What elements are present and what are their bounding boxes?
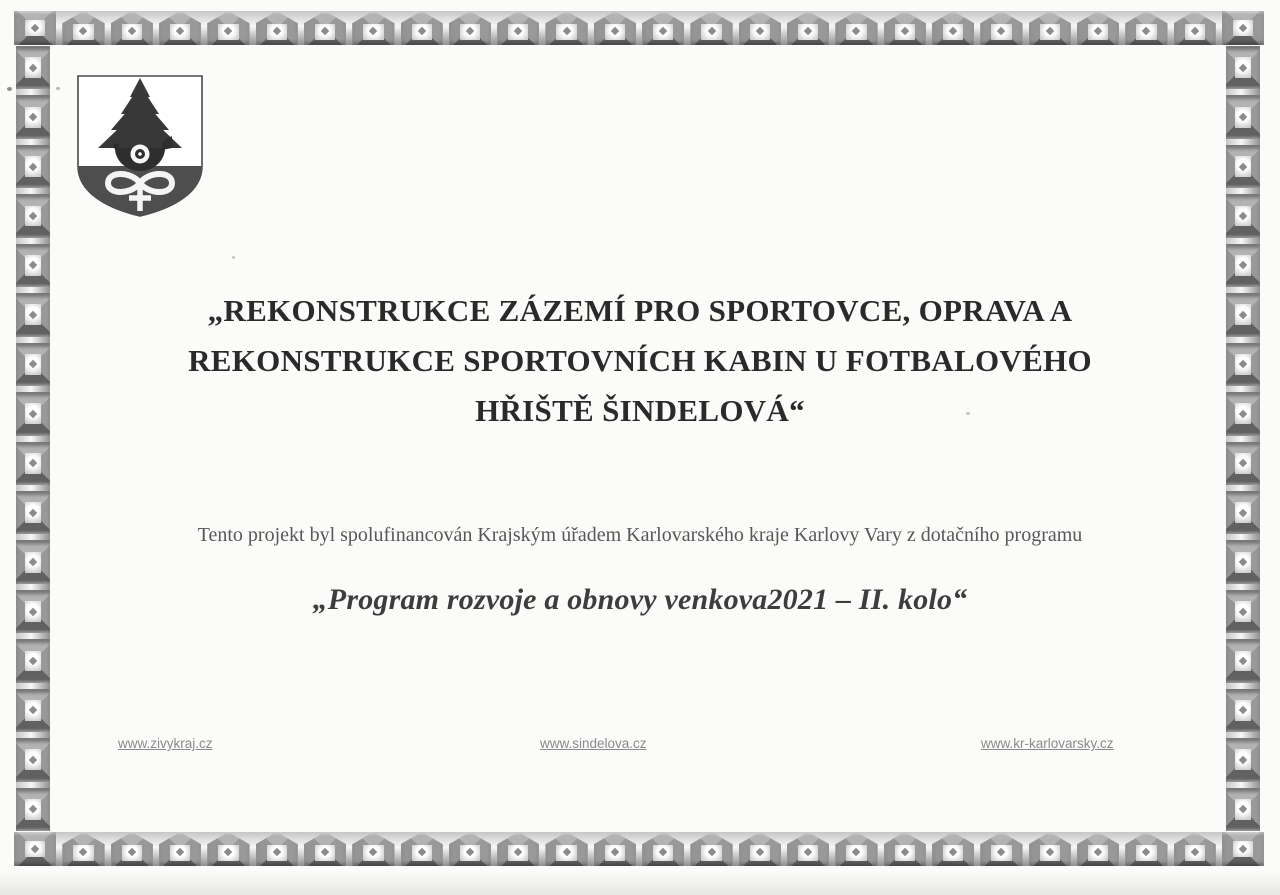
title-line-3: HŘIŠTĚ ŠINDELOVÁ“ bbox=[475, 393, 805, 428]
link-kr-karlovarsky[interactable]: www.kr-karlovarsky.cz bbox=[981, 736, 1114, 751]
border-stud bbox=[16, 689, 50, 732]
border-stud bbox=[304, 832, 346, 866]
border-stud bbox=[1125, 832, 1167, 866]
border-stud bbox=[1226, 244, 1260, 287]
border-stud bbox=[642, 832, 684, 866]
border-stud bbox=[497, 11, 539, 45]
border-stud bbox=[787, 832, 829, 866]
border-stud bbox=[1174, 11, 1216, 45]
border-stud bbox=[16, 639, 50, 682]
border-stud bbox=[1125, 11, 1167, 45]
border-stud bbox=[62, 832, 104, 866]
border-stud bbox=[739, 832, 781, 866]
link-zivykraj[interactable]: www.zivykraj.cz bbox=[118, 736, 213, 751]
border-stud bbox=[401, 11, 443, 45]
sindelova-coat-of-arms-icon bbox=[70, 70, 210, 220]
border-stud bbox=[16, 46, 50, 89]
border-stud bbox=[14, 11, 56, 45]
border-stud bbox=[594, 11, 636, 45]
border-stud bbox=[1174, 832, 1216, 866]
border-stud bbox=[159, 11, 201, 45]
border-stud bbox=[159, 832, 201, 866]
border-stud bbox=[642, 11, 684, 45]
border-stud bbox=[207, 11, 249, 45]
border-stud bbox=[690, 11, 732, 45]
border-stud bbox=[1222, 11, 1264, 45]
border-stud bbox=[1029, 11, 1071, 45]
border-stud bbox=[449, 832, 491, 866]
border-stud bbox=[545, 11, 587, 45]
decorative-border-left bbox=[16, 46, 50, 831]
border-stud bbox=[1077, 11, 1119, 45]
border-stud bbox=[111, 11, 153, 45]
border-stud bbox=[545, 832, 587, 866]
border-stud bbox=[14, 832, 56, 866]
border-stud bbox=[884, 832, 926, 866]
scan-speck bbox=[232, 256, 235, 259]
border-stud bbox=[932, 832, 974, 866]
border-stud bbox=[497, 832, 539, 866]
border-stud bbox=[980, 832, 1022, 866]
decorative-border-right bbox=[1226, 46, 1260, 831]
coat-of-arms-svg bbox=[70, 70, 210, 220]
program-name: „Program rozvoje a obnovy venkova2021 – II. kolo“ bbox=[312, 583, 968, 616]
border-stud bbox=[16, 95, 50, 138]
border-stud bbox=[1226, 788, 1260, 831]
border-stud bbox=[1226, 95, 1260, 138]
title-line-2: REKONSTRUKCE SPORTOVNÍCH KABIN U FOTBALOVÉHO bbox=[188, 343, 1092, 378]
border-stud bbox=[16, 442, 50, 485]
border-stud bbox=[980, 11, 1022, 45]
border-stud bbox=[1226, 46, 1260, 89]
border-stud bbox=[835, 832, 877, 866]
border-stud bbox=[594, 832, 636, 866]
scan-speck bbox=[56, 87, 60, 90]
border-stud bbox=[16, 244, 50, 287]
border-stud bbox=[207, 832, 249, 866]
border-stud bbox=[739, 11, 781, 45]
border-stud bbox=[1226, 639, 1260, 682]
title-line-1: „REKONSTRUKCE ZÁZEMÍ PRO SPORTOVCE, OPRAVA A bbox=[207, 293, 1073, 328]
funding-statement: Tento projekt byl spolufinancován Krajským úřadem Karlovarského kraje Karlovy Vary z dotačního programu bbox=[197, 524, 1083, 546]
border-stud bbox=[16, 145, 50, 188]
border-stud bbox=[835, 11, 877, 45]
border-stud bbox=[1077, 832, 1119, 866]
border-stud bbox=[884, 11, 926, 45]
decorative-border-bottom bbox=[14, 832, 1264, 866]
border-stud bbox=[16, 788, 50, 831]
links-row bbox=[0, 736, 1280, 756]
border-stud bbox=[1226, 442, 1260, 485]
border-stud bbox=[449, 11, 491, 45]
border-stud bbox=[787, 11, 829, 45]
border-stud bbox=[352, 832, 394, 866]
border-stud bbox=[111, 832, 153, 866]
border-stud bbox=[690, 832, 732, 866]
border-stud bbox=[304, 11, 346, 45]
border-stud bbox=[256, 832, 298, 866]
scan-speck bbox=[7, 87, 12, 91]
border-stud bbox=[1029, 832, 1071, 866]
border-stud bbox=[16, 194, 50, 237]
border-stud bbox=[1222, 832, 1264, 866]
border-stud bbox=[1226, 689, 1260, 732]
link-sindelova[interactable]: www.sindelova.cz bbox=[540, 736, 647, 751]
border-stud bbox=[1226, 145, 1260, 188]
border-stud bbox=[352, 11, 394, 45]
border-stud bbox=[1226, 194, 1260, 237]
project-title bbox=[0, 286, 1280, 436]
border-stud bbox=[932, 11, 974, 45]
border-stud bbox=[62, 11, 104, 45]
border-stud bbox=[401, 832, 443, 866]
decorative-border-top bbox=[14, 11, 1264, 45]
border-stud bbox=[256, 11, 298, 45]
